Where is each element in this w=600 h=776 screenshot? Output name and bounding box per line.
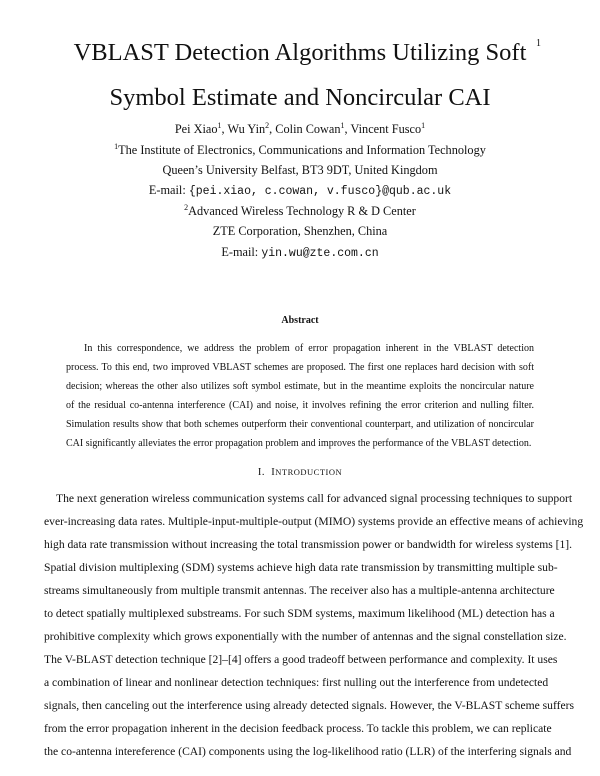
abstract-line: Simulation results show that both schemes outperform their conventional counterpart, and utilization of noncircular	[66, 419, 534, 430]
email-address: yin.wu@zte.com.cn	[261, 247, 379, 260]
email-address: {pei.xiao, c.cowan, v.fusco}@qub.ac.uk	[188, 185, 452, 198]
abstract-line: CAI significantly alleviates the error propagation problem and improves the performance of the VBLAST detection.	[66, 438, 532, 449]
abstract-line: process. To this end, two improved VBLAST schemes are proposed. The first one replaces hard decision with soft	[66, 362, 534, 373]
paper-title-line-1: VBLAST Detection Algorithms Utilizing Soft	[73, 39, 527, 66]
author-affiliation-mark: 1	[340, 121, 345, 130]
abstract-line: In this correspondence, we address the problem of error propagation inherent in the VBLAST detection	[84, 343, 534, 354]
abstract-heading: Abstract	[281, 315, 319, 326]
author-list: Pei Xiao$^1$, Wu Yin$^2$, Colin Cowan$^1$, Vincent Fusco$^1$	[174, 121, 426, 136]
intro-paragraph-line: from the error propagation inherent in the decision feedback process. To tackle this problem, we can replicate	[44, 722, 552, 735]
author-name: Colin Cowan	[275, 122, 341, 136]
affiliation-1-email-line	[40, 184, 560, 198]
intro-paragraph-line: streams simultaneously from multiple transmit antennas. The receiver also has a multiple-antenna architecture	[44, 584, 555, 597]
intro-paragraph-line: The next generation wireless communication systems call for advanced signal processing techniques to support	[56, 492, 573, 505]
affiliation-2-company: ZTE Corporation, Shenzhen, China	[212, 224, 388, 238]
section-title-rest: NTRODUCTION	[275, 467, 343, 477]
section-heading-introduction	[0, 467, 600, 478]
intro-paragraph-line: The V-BLAST detection technique [2]–[4] offers a good tradeoff between performance and complexity. It uses	[44, 653, 558, 666]
intro-paragraph-line: high data rate transmission without increasing the total transmission power or bandwidth for wireless systems [1].	[44, 538, 573, 551]
affiliation-2-center: $^2$Advanced Wireless Technology R & D Center	[184, 203, 416, 218]
intro-paragraph-line: prohibitive complexity which grows exponentially with the number of antennas and the signal constellation size.	[44, 630, 567, 643]
section-number: I.	[257, 467, 265, 478]
abstract-line: decision; whereas the other also utilizes soft symbol estimate, but in the meantime exploits the noncircular nature	[66, 381, 534, 392]
author-name: Vincent Fusco	[350, 122, 422, 136]
affiliation-2-email-line	[40, 246, 560, 260]
section-title-initial: I	[271, 467, 276, 478]
affiliation-1-university: Queen’s University Belfast, BT3 9DT, United Kingdom	[162, 163, 438, 177]
intro-paragraph-line: signals, then canceling out the interference using already detected signals. However, the V-BLAST scheme suffers	[44, 699, 575, 712]
author-affiliation-mark: 1	[421, 121, 426, 130]
intro-paragraph-line: Spatial division multiplexing (SDM) systems achieve high data rate transmission by transmitting multiple sub-	[44, 561, 558, 574]
author-affiliation-mark: 2	[265, 121, 270, 130]
email-label: E-mail:	[221, 245, 259, 259]
affiliation-1-institute: $^1$The Institute of Electronics, Communications and Information Technology	[114, 142, 486, 157]
paper-title-line-2: Symbol Estimate and Noncircular CAI	[109, 84, 491, 111]
abstract-line: of the residual co-antenna interference (CAI) and noise, it involves refining the error criterion and nulling filter.	[66, 400, 534, 411]
author-name: Pei Xiao	[174, 122, 218, 136]
author-affiliation-mark: 1	[217, 121, 222, 130]
intro-paragraph-line: the co-antenna intereference (CAI) components using the log-likelihood ratio (LLR) of the interfering signals and	[44, 745, 572, 758]
intro-paragraph-line: to detect spatially multiplexed substreams. For such SDM systems, maximum likelihood (ML) detection has a	[44, 607, 555, 620]
author-name: Wu Yin	[227, 122, 266, 136]
page-number: 1	[536, 38, 541, 49]
intro-paragraph-line: a combination of linear and nonlinear detection techniques: first nulling out the interference from undetected	[44, 676, 549, 689]
affiliation-mark: 2	[184, 203, 189, 212]
intro-paragraph-line: ever-increasing data rates. Multiple-input-multiple-output (MIMO) systems provide an effective means of achieving	[44, 515, 584, 528]
email-label: E-mail:	[148, 183, 186, 197]
affiliation-mark: 1	[114, 142, 119, 151]
